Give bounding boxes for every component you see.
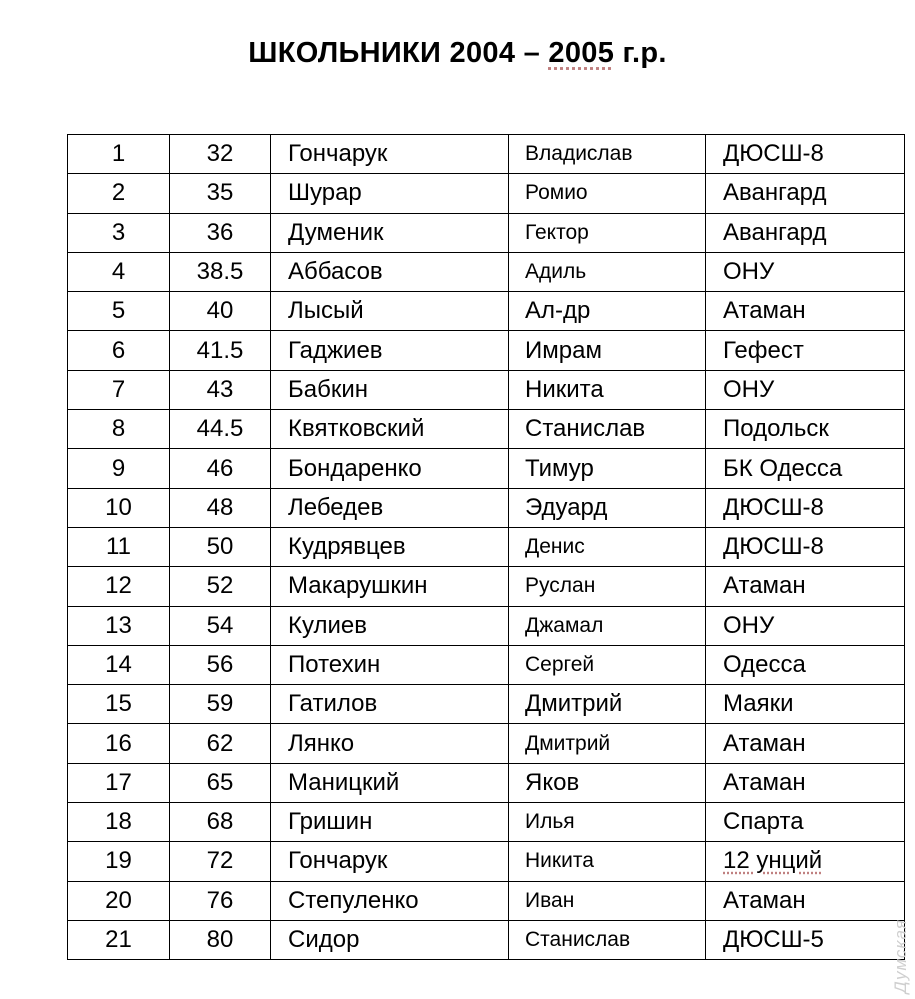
weight-cell: 56	[170, 645, 271, 684]
table-row	[68, 881, 905, 920]
club-cell: Маяки	[706, 685, 905, 724]
rank-cell: 14	[68, 645, 170, 684]
club-cell: Атаман	[706, 292, 905, 331]
page-title	[0, 33, 915, 73]
rank-cell: 7	[68, 370, 170, 409]
first-name-cell: Сергей	[509, 645, 706, 684]
table-row	[68, 252, 905, 291]
watermark: Думская	[891, 918, 910, 993]
rank-cell: 19	[68, 842, 170, 881]
table-row	[68, 488, 905, 527]
first-name-cell: Ромио	[509, 174, 706, 213]
surname-cell: Кудрявцев	[271, 527, 509, 566]
surname-cell: Квятковский	[271, 410, 509, 449]
surname-cell: Лебедев	[271, 488, 509, 527]
table-row	[68, 410, 905, 449]
club-cell: Одесса	[706, 645, 905, 684]
club-cell: ДЮСШ-8	[706, 135, 905, 174]
table-row	[68, 842, 905, 881]
first-name-cell: Руслан	[509, 567, 706, 606]
table-row	[68, 135, 905, 174]
first-name-cell: Станислав	[509, 920, 706, 959]
surname-cell: Потехин	[271, 645, 509, 684]
rank-cell: 21	[68, 920, 170, 959]
weight-cell: 59	[170, 685, 271, 724]
table-row	[68, 449, 905, 488]
surname-cell: Лысый	[271, 292, 509, 331]
weight-cell: 65	[170, 763, 271, 802]
first-name-cell: Ал-др	[509, 292, 706, 331]
club-cell: Спарта	[706, 803, 905, 842]
club-cell: БК Одесса	[706, 449, 905, 488]
title-prefix: ШКОЛЬНИКИ 2004 –	[248, 37, 549, 69]
club-cell: Гефест	[706, 331, 905, 370]
surname-cell: Степуленко	[271, 881, 509, 920]
first-name-cell: Никита	[509, 842, 706, 881]
weight-cell: 43	[170, 370, 271, 409]
weight-cell: 41.5	[170, 331, 271, 370]
rank-cell: 2	[68, 174, 170, 213]
club-cell: Атаман	[706, 763, 905, 802]
table-row	[68, 724, 905, 763]
table-row	[68, 606, 905, 645]
first-name-cell: Джамал	[509, 606, 706, 645]
table-row	[68, 763, 905, 802]
weight-cell: 54	[170, 606, 271, 645]
rank-cell: 13	[68, 606, 170, 645]
first-name-cell: Гектор	[509, 213, 706, 252]
rank-cell: 1	[68, 135, 170, 174]
surname-cell: Бондаренко	[271, 449, 509, 488]
surname-cell: Гатилов	[271, 685, 509, 724]
club-cell: ОНУ	[706, 606, 905, 645]
rank-cell: 17	[68, 763, 170, 802]
table-row	[68, 645, 905, 684]
weight-cell: 40	[170, 292, 271, 331]
table-row	[68, 174, 905, 213]
club-cell: ДЮСШ-8	[706, 527, 905, 566]
club-cell: ДЮСШ-8	[706, 488, 905, 527]
weight-cell: 76	[170, 881, 271, 920]
first-name-cell: Дмитрий	[509, 685, 706, 724]
rank-cell: 10	[68, 488, 170, 527]
rank-cell: 12	[68, 567, 170, 606]
weight-cell: 32	[170, 135, 271, 174]
weight-cell: 50	[170, 527, 271, 566]
table-row	[68, 803, 905, 842]
rank-cell: 16	[68, 724, 170, 763]
weight-cell: 62	[170, 724, 271, 763]
title-year-end: 2005	[548, 37, 615, 69]
first-name-cell: Адиль	[509, 252, 706, 291]
first-name-cell: Станислав	[509, 410, 706, 449]
weight-cell: 48	[170, 488, 271, 527]
weight-cell: 38.5	[170, 252, 271, 291]
club-cell: Подольск	[706, 410, 905, 449]
club-cell: ДЮСШ-5	[706, 920, 905, 959]
first-name-cell: Владислав	[509, 135, 706, 174]
club-cell: Атаман	[706, 881, 905, 920]
first-name-cell: Дмитрий	[509, 724, 706, 763]
club-cell: Авангард	[706, 213, 905, 252]
first-name-cell: Никита	[509, 370, 706, 409]
surname-cell: Кулиев	[271, 606, 509, 645]
rank-cell: 8	[68, 410, 170, 449]
surname-cell: Гончарук	[271, 135, 509, 174]
table-row	[68, 331, 905, 370]
rank-cell: 9	[68, 449, 170, 488]
first-name-cell: Имрам	[509, 331, 706, 370]
table-row	[68, 370, 905, 409]
roster-table	[67, 134, 905, 960]
surname-cell: Лянко	[271, 724, 509, 763]
surname-cell: Шурар	[271, 174, 509, 213]
first-name-cell: Яков	[509, 763, 706, 802]
table-row	[68, 292, 905, 331]
first-name-cell: Денис	[509, 527, 706, 566]
club-cell: ОНУ	[706, 370, 905, 409]
club-cell: Атаман	[706, 567, 905, 606]
surname-cell: Гаджиев	[271, 331, 509, 370]
first-name-cell: Эдуард	[509, 488, 706, 527]
weight-cell: 46	[170, 449, 271, 488]
table-row	[68, 920, 905, 959]
club-cell	[706, 842, 905, 881]
surname-cell: Гришин	[271, 803, 509, 842]
rank-cell: 5	[68, 292, 170, 331]
rank-cell: 4	[68, 252, 170, 291]
weight-cell: 36	[170, 213, 271, 252]
roster-body	[68, 135, 905, 960]
weight-cell: 52	[170, 567, 271, 606]
club-cell: ОНУ	[706, 252, 905, 291]
surname-cell: Бабкин	[271, 370, 509, 409]
surname-cell: Думеник	[271, 213, 509, 252]
rank-cell: 15	[68, 685, 170, 724]
weight-cell: 35	[170, 174, 271, 213]
rank-cell: 11	[68, 527, 170, 566]
club-text: 12 унций	[723, 847, 823, 875]
surname-cell: Макарушкин	[271, 567, 509, 606]
surname-cell: Гончарук	[271, 842, 509, 881]
first-name-cell: Тимур	[509, 449, 706, 488]
table-row	[68, 685, 905, 724]
weight-cell: 44.5	[170, 410, 271, 449]
first-name-cell: Илья	[509, 803, 706, 842]
club-cell: Авангард	[706, 174, 905, 213]
title-suffix: г.р.	[614, 37, 667, 69]
rank-cell: 18	[68, 803, 170, 842]
surname-cell: Аббасов	[271, 252, 509, 291]
weight-cell: 68	[170, 803, 271, 842]
table-row	[68, 527, 905, 566]
first-name-cell: Иван	[509, 881, 706, 920]
club-cell: Атаман	[706, 724, 905, 763]
weight-cell: 80	[170, 920, 271, 959]
rank-cell: 6	[68, 331, 170, 370]
surname-cell: Сидор	[271, 920, 509, 959]
table-row	[68, 567, 905, 606]
surname-cell: Маницкий	[271, 763, 509, 802]
table-row	[68, 213, 905, 252]
rank-cell: 20	[68, 881, 170, 920]
rank-cell: 3	[68, 213, 170, 252]
weight-cell: 72	[170, 842, 271, 881]
